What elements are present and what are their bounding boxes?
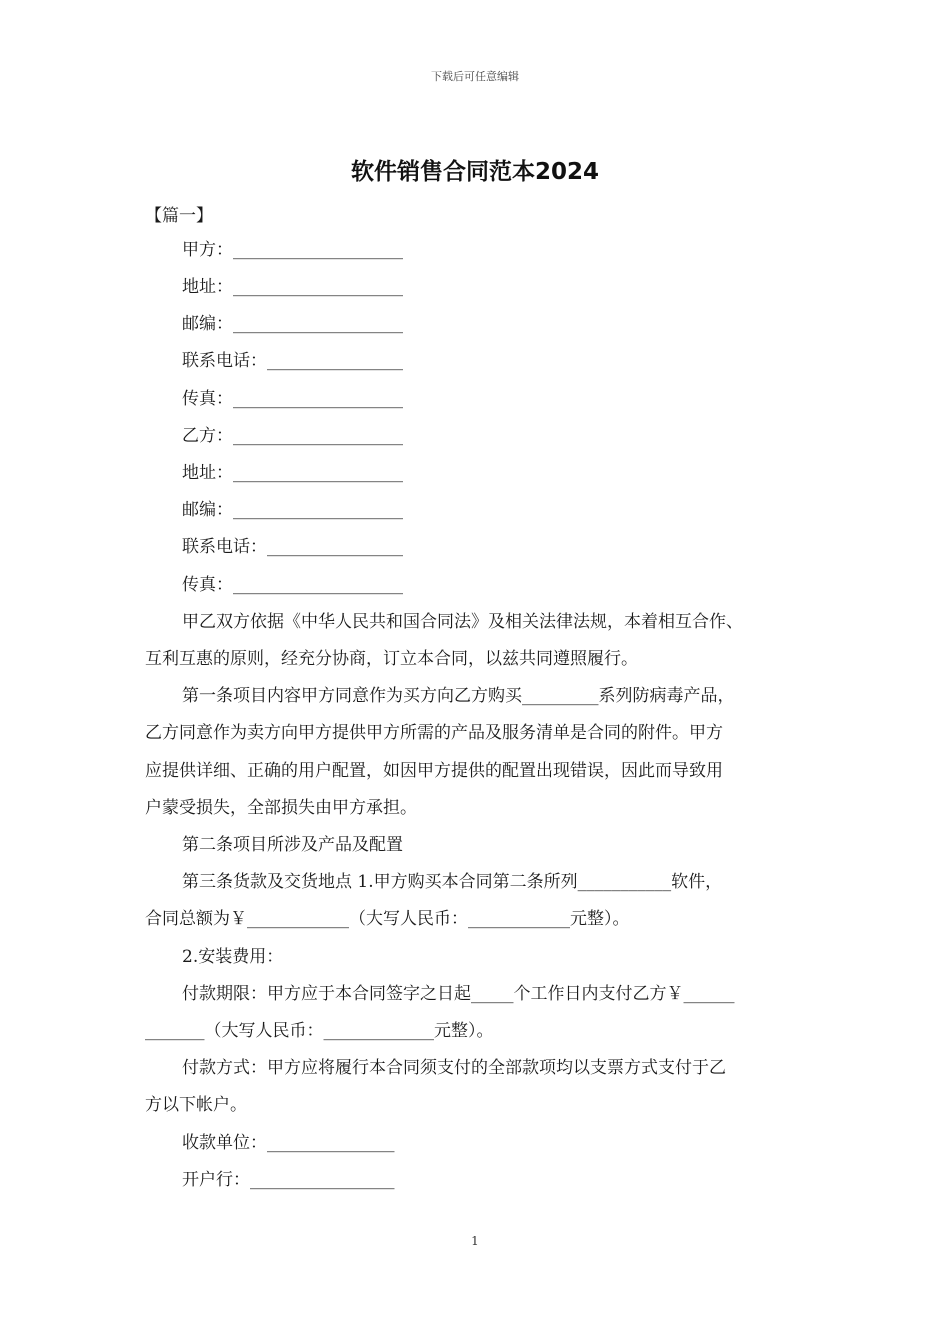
paragraph-line: 付款方式：甲方应将履行本合同须支付的全部款项均以支票方式支付于乙 xyxy=(182,1058,726,1078)
paragraph-line: 付款期限：甲方应于本合同签字之日起_____个工作日内支付乙方￥______ xyxy=(182,984,735,1004)
paragraph-line: 应提供详细、正确的用户配置，如因甲方提供的配置出现错误，因此而导致用 xyxy=(145,761,723,781)
paragraph-line: 第二条项目所涉及产品及配置 xyxy=(182,835,403,855)
document-title: 软件销售合同范本2024 xyxy=(350,159,599,185)
paragraph-line: 乙方同意作为卖方向甲方提供甲方所需的产品及服务清单是合同的附件。甲方 xyxy=(145,723,723,743)
paragraph-line: 互利互惠的原则，经充分协商，订立本合同，以兹共同遵照履行。 xyxy=(145,649,638,669)
section-tag: 【篇一】 xyxy=(145,206,213,226)
paragraph-line: 合同总额为￥____________（大写人民币：____________元整）。 xyxy=(145,909,630,929)
header-note: 下载后可任意编辑 xyxy=(431,70,519,83)
bank-line: 开户行：_________________ xyxy=(182,1170,395,1190)
party-b-name: 乙方：____________________ xyxy=(182,426,403,446)
paragraph-line: 第三条货款及交货地点 1.甲方购买本合同第二条所列___________软件， xyxy=(182,872,723,892)
party-a-name: 甲方：____________________ xyxy=(182,240,403,260)
party-a-address: 地址：____________________ xyxy=(182,277,403,297)
paragraph-line: _______（大写人民币：_____________元整）。 xyxy=(145,1021,494,1041)
party-a-postcode: 邮编：____________________ xyxy=(182,314,403,334)
party-b-address: 地址：____________________ xyxy=(182,463,403,483)
party-b-fax: 传真：____________________ xyxy=(182,575,403,595)
paragraph-line: 方以下帐户。 xyxy=(145,1095,247,1115)
page-number: 1 xyxy=(471,1234,479,1248)
payee-line: 收款单位：_______________ xyxy=(182,1133,395,1153)
party-a-fax: 传真：____________________ xyxy=(182,389,403,409)
paragraph-line: 甲乙双方依据《中华人民共和国合同法》及相关法律法规，本着相互合作、 xyxy=(182,612,743,632)
party-b-postcode: 邮编：____________________ xyxy=(182,500,403,520)
paragraph-line: 2.安装费用： xyxy=(182,947,284,967)
paragraph-line: 户蒙受损失，全部损失由甲方承担。 xyxy=(145,798,417,818)
party-b-phone: 联系电话：________________ xyxy=(182,537,403,557)
party-a-phone: 联系电话：________________ xyxy=(182,351,403,371)
paragraph-line: 第一条项目内容甲方同意作为买方向乙方购买_________系列防病毒产品， xyxy=(182,686,735,706)
